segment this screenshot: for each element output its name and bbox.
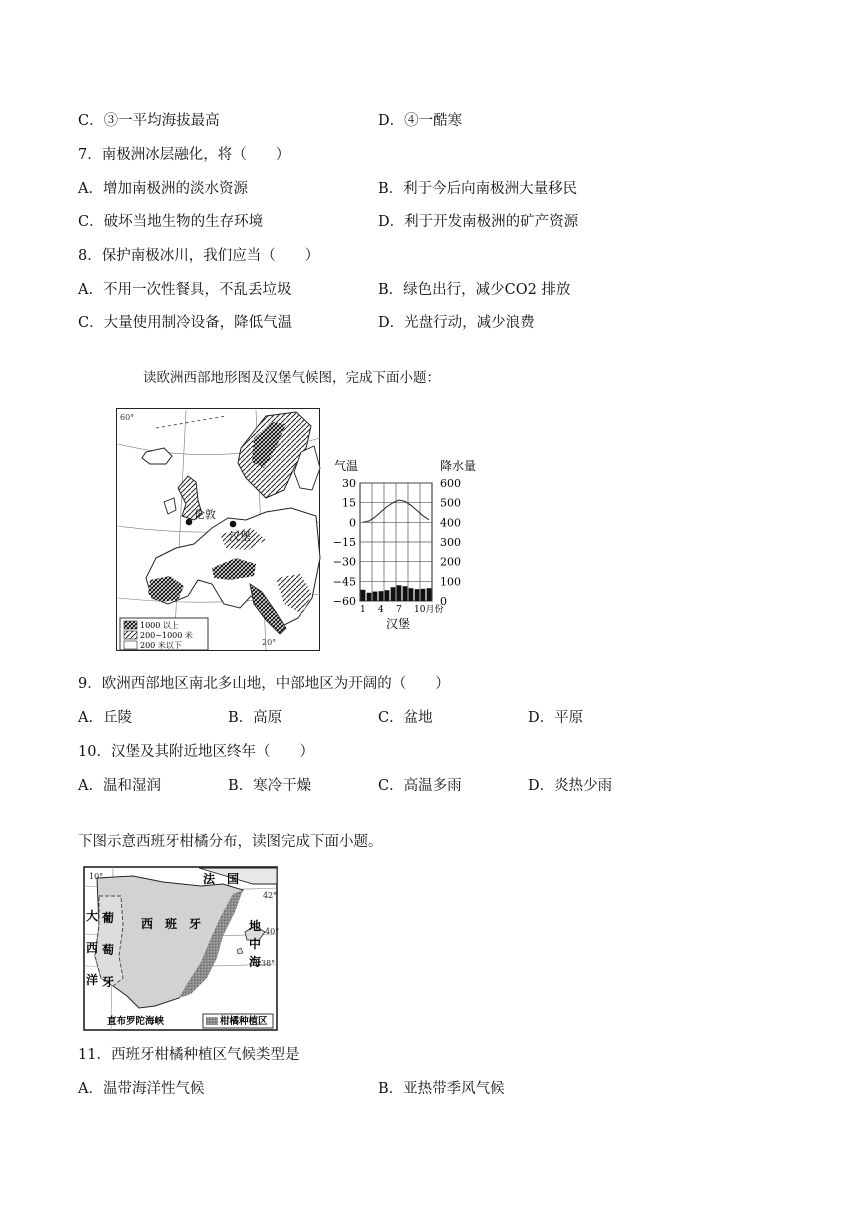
temp-tick-label: −15 <box>332 536 356 549</box>
q7-option-a: A．增加南极洲的淡水资源 <box>78 181 248 197</box>
q8-option-d: D．光盘行动，减少浪费 <box>378 315 535 331</box>
q10-stem: 10．汉堡及其附近地区终年（ ） <box>78 744 314 760</box>
chart-caption: 汉堡 <box>386 617 411 631</box>
q10-option-b: B．寒冷干燥 <box>228 778 312 794</box>
france-label: 法 国 <box>203 872 240 886</box>
q7-option-b: B．利于今后向南极洲大量移民 <box>378 181 578 197</box>
hamburg-marker <box>230 521 237 528</box>
q10-option-c: C．高温多雨 <box>378 778 462 794</box>
med-char-1: 地 <box>249 919 262 933</box>
med-char-2: 中 <box>249 937 262 951</box>
lon-10w-label: 10° <box>89 872 104 881</box>
spain-citrus-map <box>83 866 279 1032</box>
temp-tick-label: −30 <box>332 555 356 569</box>
precip-bar <box>409 588 414 601</box>
gibraltar-label: 直布罗陀海峡 <box>107 1016 165 1027</box>
q6-option-d: D．④一酷寒 <box>378 113 463 129</box>
q7-stem: 7．南极洲冰层融化，将（ ） <box>78 147 291 163</box>
precip-tick-label: 500 <box>440 496 461 510</box>
q8-option-b: B．绿色出行，减少CO2 排放 <box>378 282 571 298</box>
precip-bar <box>403 586 408 601</box>
precip-bar <box>367 593 372 601</box>
ocean-char-2: 西 <box>86 941 99 955</box>
citrus-legend <box>203 1014 273 1028</box>
q7-option-d: D．利于开发南极洲的矿产资源 <box>378 214 579 230</box>
precip-bar <box>391 587 396 601</box>
q7-option-c: C．破坏当地生物的生存环境 <box>78 214 264 230</box>
lat-38-label: 38° <box>261 959 276 968</box>
month-tick-label: 7 <box>396 605 402 615</box>
intro-europe: 读欧洲西部地形图及汉堡气候图，完成下面小题： <box>143 370 440 386</box>
precip-tick-label: 300 <box>440 536 461 549</box>
q9-option-d: D．平原 <box>528 710 584 726</box>
precip-bar <box>379 591 384 601</box>
europe-terrain-map <box>116 408 322 654</box>
lon-20e-label: 20° <box>262 638 277 647</box>
precip-bar <box>373 592 378 601</box>
legend-high: 1000 以上 <box>140 621 179 630</box>
lat-40-label: 40° <box>265 927 279 936</box>
hamburg-climate-chart <box>326 454 486 634</box>
lat-42-label: 42° <box>263 891 278 900</box>
precip-tick-label: 200 <box>440 555 461 569</box>
temp-tick-label: −60 <box>332 595 356 608</box>
precip-tick-label: 100 <box>440 575 461 589</box>
portugal-char-2: 萄 <box>102 943 115 957</box>
hamburg-label: 汉堡 <box>229 530 251 543</box>
ocean-char-3: 洋 <box>86 973 99 987</box>
q9-option-a: A．丘陵 <box>78 710 132 726</box>
precip-bar <box>397 585 402 601</box>
spain-label: 西 班 牙 <box>141 917 202 931</box>
map-legend <box>120 618 208 650</box>
precip-bar <box>415 589 420 601</box>
q10-option-d: D．炎热少雨 <box>528 778 613 794</box>
london-marker <box>186 519 193 526</box>
precip-tick-label: 600 <box>440 477 461 490</box>
precip-bar <box>427 588 432 601</box>
citrus-legend-label: 柑橘种植区 <box>220 1016 268 1027</box>
q11-option-a: A．温带海洋性气候 <box>78 1081 205 1097</box>
temp-tick-label: 30 <box>342 477 356 490</box>
precip-bar <box>385 590 390 601</box>
precip-bar <box>361 590 366 601</box>
temp-tick-label: 15 <box>342 496 356 510</box>
q8-option-a: A．不用一次性餐具，不乱丢垃圾 <box>78 282 292 298</box>
intro-spain: 下图示意西班牙柑橘分布，读图完成下面小题。 <box>78 834 383 850</box>
legend-mid: 200~1000 米 <box>140 631 193 640</box>
temp-tick-label: −45 <box>332 575 356 589</box>
q6-option-c: C．③一平均海拔最高 <box>78 113 220 129</box>
month-tick-label: 1 <box>360 605 366 615</box>
q11-option-b: B．亚热带季风气候 <box>378 1081 505 1097</box>
q8-stem: 8．保护南极冰川，我们应当（ ） <box>78 248 320 264</box>
lat-60-label: 60° <box>120 413 135 422</box>
q11-stem: 11．西班牙柑橘种植区气候类型是 <box>78 1047 300 1063</box>
q9-option-c: C．盆地 <box>378 710 433 726</box>
med-char-3: 海 <box>249 955 262 969</box>
portugal-char-1: 葡 <box>102 911 115 925</box>
ocean-char-1: 大 <box>86 909 99 923</box>
month-tick-label: 4 <box>378 605 384 615</box>
precip-bar <box>421 589 426 601</box>
precip-tick-label: 0 <box>440 595 447 608</box>
month-tick-label: 10月份 <box>414 605 444 615</box>
london-label: 伦敦 <box>194 508 216 521</box>
q9-option-b: B．高原 <box>228 710 283 726</box>
portugal-char-3: 牙 <box>102 975 115 989</box>
precip-axis-title: 降水量 <box>440 459 477 473</box>
q9-stem: 9．欧洲西部地区南北多山地，中部地区为开阔的（ ） <box>78 676 450 692</box>
precip-tick-label: 400 <box>440 516 461 530</box>
q10-option-a: A．温和湿润 <box>78 778 161 794</box>
q8-option-c: C．大量使用制冷设备，降低气温 <box>78 315 293 331</box>
temp-axis-title: 气温 <box>334 459 359 473</box>
legend-low: 200 米以下 <box>140 641 182 650</box>
temp-tick-label: 0 <box>349 516 356 530</box>
